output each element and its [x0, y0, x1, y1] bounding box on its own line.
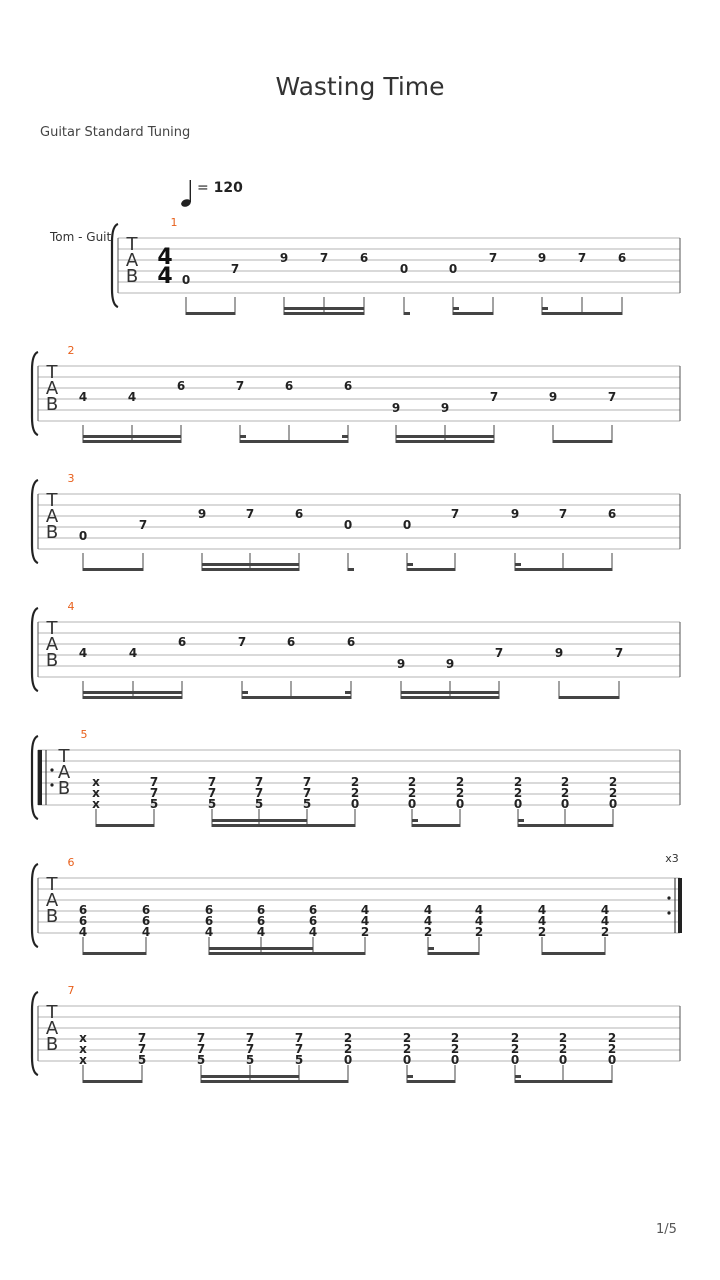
fret-number: 2: [450, 1042, 460, 1056]
fret-number: 6: [308, 903, 318, 917]
note-beam-secondary: [401, 691, 499, 694]
fret-number: 9: [440, 401, 450, 415]
note-beam: [201, 1080, 348, 1083]
fret-number: 0: [399, 262, 409, 276]
fret-number: 7: [207, 786, 217, 800]
fret-number: 6: [359, 251, 369, 265]
fret-number: 9: [554, 646, 564, 660]
note-beam-stub: [542, 307, 548, 310]
fret-number: 2: [350, 786, 360, 800]
fret-number: 4: [128, 646, 138, 660]
note-beam: [83, 1080, 142, 1083]
fret-number: 2: [407, 786, 417, 800]
fret-number: 9: [510, 507, 520, 521]
tab-clef-letter: B: [45, 906, 59, 927]
fret-number: 6: [204, 903, 214, 917]
fret-number: 6: [286, 635, 296, 649]
note-beam-stub: [407, 563, 413, 566]
note-beam: [515, 1080, 612, 1083]
fret-number: 2: [607, 1031, 617, 1045]
tab-clef-letter: B: [45, 394, 59, 415]
fret-number: 7: [450, 507, 460, 521]
fret-number: 4: [127, 390, 137, 404]
fret-number: 2: [560, 786, 570, 800]
fret-number: 6: [177, 635, 187, 649]
fret-number: 2: [513, 775, 523, 789]
staff-bracket: [32, 992, 38, 1075]
tab-clef-letter: T: [58, 746, 70, 767]
fret-number: 6: [256, 914, 266, 928]
page-title: Wasting Time: [275, 72, 445, 101]
fret-number: 6: [607, 507, 617, 521]
tab-clef-letter: B: [57, 778, 71, 799]
tab-staff: [32, 472, 680, 571]
staff-bracket: [32, 736, 38, 819]
fret-number: 5: [302, 797, 312, 811]
fret-number: 6: [284, 379, 294, 393]
note-beam-stub: [515, 1075, 521, 1078]
fret-number: 7: [237, 635, 247, 649]
fret-number: 7: [489, 390, 499, 404]
fret-number: 6: [294, 507, 304, 521]
fret-number: 2: [474, 925, 484, 939]
note-beam: [401, 696, 499, 699]
note-beam: [212, 824, 355, 827]
fret-number: 5: [196, 1053, 206, 1067]
note-beam: [240, 440, 348, 443]
note-beam-stub: [407, 1075, 413, 1078]
fret-number: 2: [510, 1042, 520, 1056]
fret-number: 7: [607, 390, 617, 404]
fret-number: 7: [230, 262, 240, 276]
fret-number: 0: [343, 518, 353, 532]
measure-number: 6: [67, 856, 75, 869]
fret-number: 0: [407, 797, 417, 811]
fret-number: 2: [510, 1031, 520, 1045]
note-beam: [553, 440, 612, 443]
note-beam: [542, 952, 605, 955]
fret-number: 2: [402, 1042, 412, 1056]
fret-number: 7: [137, 1042, 147, 1056]
fret-number: 4: [256, 925, 266, 939]
tab-clef-letter: A: [45, 890, 59, 911]
fret-number: 9: [396, 657, 406, 671]
note-beam-secondary: [209, 947, 313, 950]
fret-number: 2: [558, 1031, 568, 1045]
fret-number: 7: [245, 1042, 255, 1056]
repeat-dot: [50, 768, 53, 771]
tab-clef-letter: A: [125, 250, 139, 271]
tab-clef-letter: B: [45, 522, 59, 543]
fret-number: 7: [207, 775, 217, 789]
track-label: Tom - Guit: [50, 230, 112, 244]
fret-number: 4: [600, 914, 610, 928]
tab-staff: [112, 216, 680, 315]
staff-bracket: [32, 864, 38, 947]
fret-number: 0: [343, 1053, 353, 1067]
fret-number: 7: [614, 646, 624, 660]
fret-number: 7: [196, 1042, 206, 1056]
tab-staff: [32, 344, 680, 443]
measure-number: 7: [67, 984, 75, 997]
tab-clef-letter: A: [45, 1018, 59, 1039]
measure-number: 1: [170, 216, 178, 229]
fret-number: 4: [204, 925, 214, 939]
fret-number: 4: [141, 925, 151, 939]
fret-number: 4: [308, 925, 318, 939]
fret-number: 0: [558, 1053, 568, 1067]
note-flag: [404, 312, 410, 315]
fret-number: 7: [294, 1031, 304, 1045]
note-beam-secondary: [202, 563, 299, 566]
fret-number: 5: [245, 1053, 255, 1067]
note-beam-secondary: [83, 435, 181, 438]
tab-staff: [32, 728, 680, 827]
fret-number: 2: [450, 1031, 460, 1045]
tab-clef-letter: A: [45, 378, 59, 399]
fret-number: 7: [235, 379, 245, 393]
fret-number: 7: [149, 775, 159, 789]
page-number: 1/5: [656, 1222, 677, 1237]
fret-number: 4: [537, 914, 547, 928]
fret-number: 0: [402, 518, 412, 532]
staff-bracket: [32, 352, 38, 435]
note-beam: [453, 312, 493, 315]
tab-staff: [32, 600, 680, 699]
note-beam: [284, 312, 364, 315]
fret-number: x: [79, 1053, 87, 1067]
fret-number: 2: [560, 775, 570, 789]
fret-number: x: [79, 1042, 87, 1056]
fret-number: 6: [343, 379, 353, 393]
tempo-equals: =: [197, 180, 209, 196]
fret-number: 6: [617, 251, 627, 265]
tab-staff: [32, 984, 680, 1083]
fret-number: 7: [245, 507, 255, 521]
fret-number: 2: [343, 1042, 353, 1056]
fret-number: 0: [607, 1053, 617, 1067]
fret-number: 7: [138, 518, 148, 532]
fret-number: 7: [302, 775, 312, 789]
fret-number: 2: [350, 775, 360, 789]
fret-number: 7: [319, 251, 329, 265]
note-beam: [515, 568, 612, 571]
repeat-dot: [667, 896, 670, 899]
fret-number: 4: [78, 390, 88, 404]
note-beam-secondary: [201, 1075, 299, 1078]
note-beam: [83, 952, 146, 955]
note-beam: [83, 440, 181, 443]
fret-number: 0: [560, 797, 570, 811]
repeat-start-thick-bar: [38, 750, 42, 805]
fret-number: 9: [537, 251, 547, 265]
note-beam-secondary: [83, 691, 182, 694]
tab-clef-letter: A: [45, 506, 59, 527]
note-beam-stub: [242, 691, 248, 694]
fret-number: 0: [513, 797, 523, 811]
note-beam: [412, 824, 460, 827]
fret-number: 0: [510, 1053, 520, 1067]
fret-number: 4: [360, 903, 370, 917]
staff-bracket: [32, 608, 38, 691]
fret-number: 2: [407, 775, 417, 789]
fret-number: 9: [445, 657, 455, 671]
note-beam: [202, 568, 299, 571]
note-beam: [242, 696, 351, 699]
tab-clef-letter: T: [46, 1002, 58, 1023]
fret-number: 0: [455, 797, 465, 811]
fret-number: 6: [141, 914, 151, 928]
fret-number: 6: [78, 903, 88, 917]
fret-number: 5: [137, 1053, 147, 1067]
note-beam: [518, 824, 613, 827]
fret-number: 7: [254, 786, 264, 800]
tab-clef-letter: T: [46, 874, 58, 895]
staff-bracket: [112, 224, 118, 307]
fret-number: 7: [558, 507, 568, 521]
fret-number: 7: [254, 775, 264, 789]
staff-bracket: [32, 480, 38, 563]
note-beam-stub: [515, 563, 521, 566]
note-beam-stub: [345, 691, 351, 694]
repeat-count: x3: [665, 852, 679, 865]
fret-number: 2: [558, 1042, 568, 1056]
fret-number: 0: [78, 529, 88, 543]
fret-number: 6: [141, 903, 151, 917]
fret-number: 2: [537, 925, 547, 939]
repeat-dot: [50, 783, 53, 786]
tab-clef-letter: T: [126, 234, 138, 255]
fret-number: 0: [402, 1053, 412, 1067]
fret-number: 0: [608, 797, 618, 811]
fret-number: x: [92, 797, 100, 811]
time-signature-top: 4: [157, 245, 173, 270]
tab-clef-letter: T: [46, 362, 58, 383]
note-beam-stub: [428, 947, 434, 950]
fret-number: 7: [245, 1031, 255, 1045]
note-beam: [96, 824, 154, 827]
fret-number: 2: [455, 775, 465, 789]
fret-number: 4: [78, 646, 88, 660]
fret-number: 7: [488, 251, 498, 265]
fret-number: 0: [181, 273, 191, 287]
tab-clef-letter: A: [45, 634, 59, 655]
measure-number: 3: [67, 472, 75, 485]
fret-number: 7: [137, 1031, 147, 1045]
note-beam: [186, 312, 235, 315]
fret-number: 4: [423, 914, 433, 928]
note-beam: [428, 952, 479, 955]
fret-number: 0: [350, 797, 360, 811]
note-beam: [407, 1080, 455, 1083]
note-beam: [209, 952, 365, 955]
fret-number: 2: [608, 786, 618, 800]
measure-number: 4: [67, 600, 75, 613]
note-beam-stub: [412, 819, 418, 822]
repeat-end-thick-bar: [678, 878, 682, 933]
fret-number: 4: [537, 903, 547, 917]
note-beam: [559, 696, 619, 699]
tab-clef-letter: A: [57, 762, 71, 783]
fret-number: 2: [607, 1042, 617, 1056]
fret-number: 9: [279, 251, 289, 265]
fret-number: 5: [149, 797, 159, 811]
note-beam: [396, 440, 494, 443]
fret-number: 4: [360, 914, 370, 928]
note-beam: [542, 312, 622, 315]
fret-number: 2: [343, 1031, 353, 1045]
tab-clef-letter: B: [125, 266, 139, 287]
measure-number: 2: [67, 344, 75, 357]
fret-number: x: [92, 786, 100, 800]
fret-number: 2: [455, 786, 465, 800]
repeat-dot: [667, 911, 670, 914]
fret-number: 7: [294, 1042, 304, 1056]
note-flag: [348, 568, 354, 571]
note-beam-secondary: [212, 819, 307, 822]
fret-number: 2: [513, 786, 523, 800]
note-beam-stub: [342, 435, 348, 438]
fret-number: 7: [302, 786, 312, 800]
fret-number: 5: [294, 1053, 304, 1067]
fret-number: 4: [78, 925, 88, 939]
note-beam: [83, 696, 182, 699]
note-beam-secondary: [284, 307, 364, 310]
fret-number: x: [92, 775, 100, 789]
fret-number: 5: [207, 797, 217, 811]
fret-number: 4: [474, 903, 484, 917]
tab-clef-letter: B: [45, 650, 59, 671]
fret-number: 7: [494, 646, 504, 660]
fret-number: 2: [360, 925, 370, 939]
fret-number: 9: [197, 507, 207, 521]
fret-number: 6: [204, 914, 214, 928]
tab-staff: [32, 852, 682, 955]
fret-number: 6: [176, 379, 186, 393]
fret-number: 7: [149, 786, 159, 800]
fret-number: 4: [474, 914, 484, 928]
measure-number: 5: [80, 728, 88, 741]
fret-number: 2: [402, 1031, 412, 1045]
fret-number: 6: [78, 914, 88, 928]
time-signature-bottom: 4: [157, 264, 173, 289]
tab-clef-letter: B: [45, 1034, 59, 1055]
fret-number: 6: [346, 635, 356, 649]
fret-number: 9: [391, 401, 401, 415]
tempo-value: 120: [213, 180, 243, 196]
fret-number: 0: [448, 262, 458, 276]
fret-number: 4: [423, 903, 433, 917]
fret-number: 5: [254, 797, 264, 811]
fret-number: 7: [577, 251, 587, 265]
note-beam-stub: [240, 435, 246, 438]
fret-number: x: [79, 1031, 87, 1045]
fret-number: 0: [450, 1053, 460, 1067]
fret-number: 4: [600, 903, 610, 917]
note-beam: [83, 568, 143, 571]
fret-number: 2: [600, 925, 610, 939]
fret-number: 2: [608, 775, 618, 789]
tuning-label: Guitar Standard Tuning: [40, 125, 191, 140]
note-beam-secondary: [396, 435, 494, 438]
tab-clef-letter: T: [46, 618, 58, 639]
fret-number: 2: [423, 925, 433, 939]
note-beam: [407, 568, 455, 571]
tab-clef-letter: T: [46, 490, 58, 511]
fret-number: 7: [196, 1031, 206, 1045]
fret-number: 6: [308, 914, 318, 928]
fret-number: 9: [548, 390, 558, 404]
fret-number: 6: [256, 903, 266, 917]
note-beam-stub: [453, 307, 459, 310]
note-beam-stub: [518, 819, 524, 822]
